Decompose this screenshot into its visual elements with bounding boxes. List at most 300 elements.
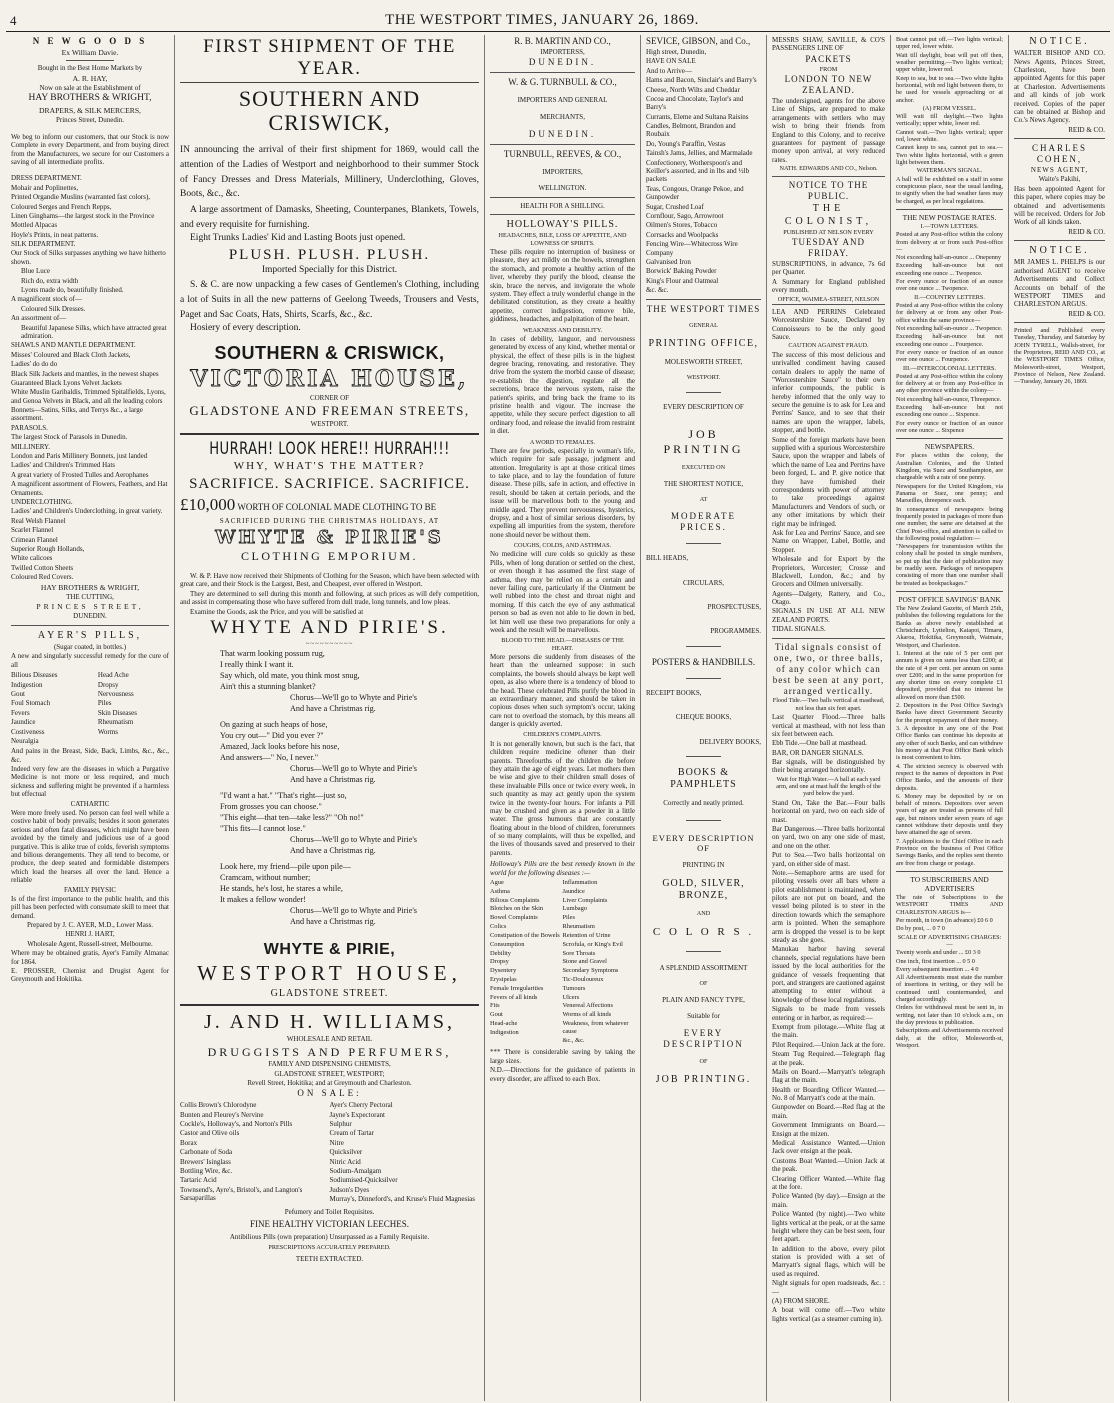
- ad-line: Ex William Davie.: [61, 47, 119, 57]
- text-line: Debility: [490, 949, 511, 957]
- text-line: There are few periods, especially in woman's life, which require for safe passage, judgment and attention. Irregularity is apt at those critical times to take place, and to lay the foundation of future disease. These pills, safe in action, and effective in result, should be taken at certain periods, and the issue will be marvellous both to the young and middle aged. They prevent nervousness, hysterics, dropsy, and a host of similar serious disorders, by expelling all impurities from the system, therefore none should never be without them.: [490, 446, 635, 539]
- ad-paragraph: We beg to inform our customers, that our Stock is now Complete in every Department, and from buying direct from the Manufacturers, we secure for our Customers a saving of all intermediate profits.: [11, 132, 169, 166]
- text-line: The undersigned, agents for the above Line of Ships, are prepared to make arrangements with settlers who may wish to bring their friends from England to this Colony, and to receive guarantees for payment of passage money upon arrival, at very reduced rates.: [772, 97, 885, 164]
- text-line: Look here, my friend—pile upon pile—: [220, 862, 351, 872]
- postage-notices: [896, 36, 1003, 1049]
- ad-line: Bought in the Best Home Markets by: [37, 64, 143, 73]
- text-line: OFFICE, WAIMEA-STREET, NELSON: [777, 295, 880, 303]
- text-line: Oilmen's Stores, Tobacco: [646, 221, 718, 230]
- text-line: NOTICE TO THE PUBLIC.: [772, 176, 885, 202]
- text-line: Weakness, from whatever cause: [562, 1020, 629, 1035]
- ad-paragraph: Eight Trunks Ladies' Kid and Lasting Boots just opened.: [190, 233, 406, 244]
- text-line: Cockle's, Holloway's, and Norton's Pills: [180, 1120, 293, 1129]
- text-line: Chorus—We'll go to Whyte and Pirie's: [290, 835, 417, 845]
- text-line: On gazing at such heaps of hose,: [220, 720, 328, 730]
- section-heading: CATHARTIC: [70, 799, 110, 808]
- ad-signature: REID & CO.: [1068, 125, 1105, 134]
- ad-heading: CHARLES COHEN,: [1031, 143, 1087, 165]
- text-line: Pilot Required.—Union Jack at the fore.: [772, 1040, 885, 1049]
- section-heading: SILK DEPARTMENT.: [11, 240, 76, 249]
- ad-line: PROGRAMMES.: [710, 627, 761, 636]
- ad-signature: THE CUTTING,: [66, 592, 114, 601]
- text-line: Sulphur: [329, 1120, 352, 1129]
- ad-signature: DUNEDIN.: [73, 612, 107, 621]
- ad-heading: AYER'S PILLS,: [37, 629, 143, 641]
- ad-line: N.D.—Directions for the guidance of patients in every disorder, are affixed to each Box.: [490, 1066, 635, 1083]
- disease-list-right: [563, 878, 636, 1045]
- ad-signature: REID & CO.: [1068, 227, 1105, 236]
- ad-line: Where may be obtained gratis, Ayer's Family Almanac for 1864.: [11, 949, 169, 966]
- text-line: Agents—Dalgety, Rattery, and Co., Otago.: [772, 589, 885, 607]
- ad-paragraph: Has been appointed Agent for this paper, where copies may be obtained and advertisements will be received. Orders for Job Work of all kinds taken.: [1014, 184, 1105, 227]
- text-line: &c. &c.: [646, 286, 669, 295]
- ad-line: Imported Specially for this District.: [261, 265, 398, 276]
- section-heading: FAMILY PHYSIC: [63, 885, 116, 894]
- ad-line: FINE HEALTHY VICTORIAN LEECHES.: [250, 1218, 409, 1229]
- ad-heading: JOB PRINTING.: [655, 1073, 752, 1085]
- text-line: Bar Dangerous.—Three balls horizontal on yard, two on any one side of mast, and one on the other.: [772, 824, 885, 850]
- text-line: Constipation of the Bowels: [490, 931, 560, 939]
- text-line: Some of the foreign markets have been supplied with a spurious Worcestershire Sauce, upon the wrapper and labels of which the name of Lea and Perrins have been forged, L. and P. give notice that they have furnished their correspondents with power of attorney to take proceedings against Manufacturers and Vendors of such, or any other imitations by which their right may be infringed.: [772, 435, 885, 528]
- text-line: Police Wanted (by day).—Ensign at the main.: [772, 1192, 885, 1209]
- text-line: "This eight—that ten—take less?" "Oh no!": [220, 813, 364, 823]
- text-line: It makes a fellow wonder!: [220, 895, 306, 905]
- list-item: White calicoes: [11, 554, 53, 563]
- text-line: 4. The strictest secrecy is observed with respect to the names of depositors in Post Office Banks, and the amounts of their deposits.: [896, 762, 1003, 792]
- text-line: Tidal signals consist of one, two, or three balls, of any color which can best be seen at any port, arranged vertically.: [772, 638, 885, 697]
- ad-line: Correctly and neatly printed.: [663, 799, 744, 808]
- ad-heading: HAY BROTHERS & WRIGHT,: [28, 93, 152, 104]
- text-line: Will wait till daylight.—Two lights vertically; upper white, lower red.: [896, 113, 1003, 128]
- ad-line: RECEIPT BOOKS,: [646, 688, 702, 697]
- text-line: And have a Christmas rig.: [290, 846, 376, 856]
- text-line: &c., &c.: [562, 1036, 585, 1044]
- ad-line: Antibilious Pills (own preparation) Unsurpassed as a Family Requisite.: [229, 1232, 430, 1241]
- text-line: Sodium-Amalgam: [329, 1167, 382, 1175]
- masthead-title: THE WESTPORT TIMES, JANUARY 26, 1869.: [385, 12, 699, 28]
- text-line: Mails on Board.—Marryatt's telegraph flag at the main.: [772, 1067, 885, 1085]
- column-postage-rates: [890, 35, 1008, 1401]
- holloway-body: [490, 248, 635, 857]
- text-line: Not exceeding half-an-ounce ... Twopence.: [896, 324, 1003, 332]
- text-line: Amazed, Jack looks before his nose,: [220, 742, 340, 752]
- ad-heading: GOLD, SILVER, BRONZE,: [662, 877, 745, 902]
- text-line: II.—COUNTRY LETTERS.: [914, 293, 985, 301]
- text-line: PUBLISHED AT NELSON EVERY: [783, 228, 874, 236]
- list-item: Rich do, extra width: [21, 276, 79, 285]
- ad-headline: SACRIFICE. SACRIFICE. SACRIFICE.: [189, 475, 470, 492]
- text-line: Corrsacks and Woolpacks: [646, 230, 719, 239]
- text-line: Worms of all kinds: [562, 1011, 612, 1019]
- text-line: TIDAL SIGNALS.: [772, 625, 826, 634]
- text-line: Sore Throats: [562, 949, 596, 957]
- ad-line: IMPORTERS AND GENERAL: [517, 96, 608, 105]
- list-item: Coloured Silk Dresses.: [21, 304, 86, 313]
- text-line: Carbonate of Soda: [180, 1148, 233, 1157]
- text-line: TUESDAY AND FRIDAY.: [791, 237, 866, 259]
- text-line: Last Quarter Flood.—Three balls vertical at masthead, with not less than six feet between each.: [772, 713, 885, 738]
- text-line: Nervousness: [97, 689, 134, 698]
- text-line: Keep to sea, but to sea.—Two white lights horizontal, with red light between them, to be used for vessels approaching or at anchor.: [896, 74, 1003, 104]
- text-line: Customs Boat Wanted.—Union Jack at the peak.: [772, 1156, 885, 1174]
- section-heading: UNDERCLOTHING.: [11, 498, 73, 506]
- disease-list-left: [490, 878, 563, 1045]
- ad-line: WORTH OF COLONIAL MADE CLOTHING TO BE: [237, 502, 437, 513]
- ad-headline: J. AND H. WILLIAMS,: [203, 1010, 456, 1033]
- ad-line: FAMILY AND DISPENSING CHEMISTS,: [268, 1060, 391, 1069]
- ad-heading: BOOKS & PAMPHLETS: [670, 766, 737, 791]
- columns: [6, 35, 1110, 1401]
- ad-headline: WHYTE AND PIRIE'S.: [210, 617, 449, 639]
- list-item: Coloured Red Covers.: [11, 573, 74, 582]
- ad-paragraph: And pains in the Breast, Side, Back, Limbs, &c., &c., &c.: [11, 747, 169, 764]
- ad-line: HEALTH FOR A SHILLING.: [520, 201, 605, 210]
- list-item: Scarlet Flannel: [11, 526, 54, 535]
- ad-line: GLADSTONE STREET, WESTPORT;: [274, 1069, 385, 1078]
- section-heading: ON SALE:: [297, 1088, 362, 1099]
- column-sevice-gibson-printing: [640, 35, 766, 1401]
- ad-headline: WESTPORT HOUSE,: [197, 960, 462, 985]
- list-item: Superior Rough Hollands,: [11, 544, 85, 553]
- text-line: CAUTION AGAINST FRAUD.: [788, 342, 869, 350]
- list-item: An assortment of—: [11, 314, 67, 323]
- text-line: Bilious Complaints: [490, 896, 540, 904]
- ad-line: DELIVERY BOOKS,: [699, 737, 761, 746]
- text-line: Posted at any Post-office within the colony from delivery at or from such Post-office—: [896, 231, 1003, 253]
- text-line: Gunpowder on Board.—Red flag at the main.: [772, 1103, 885, 1120]
- ad-signature: REID & CO.: [1068, 309, 1105, 318]
- ad-line: A new and singularly successful remedy for the cure of all: [11, 652, 169, 669]
- text-line: Bilious Diseases: [11, 671, 58, 680]
- text-line: NEWSPAPERS.: [896, 438, 1003, 451]
- page-number: 4: [10, 13, 17, 28]
- text-line: Note.—Semaphore arms are used for piloting vessels over all bars where a pilot establishment is maintained, when pilots are not put on board, and the vessel being piloted is to steer in the direction towards which the semaphore arm is pointed. When the semaphore arm is dropped the vessel is to be kept steady as she goes.: [772, 868, 885, 945]
- text-line: Colics: [490, 923, 507, 931]
- text-line: Nitric Acid: [329, 1157, 361, 1166]
- list-item: Beautiful Japanese Silks, which have attracted great admiration.: [21, 323, 167, 340]
- section-heading: DRESS DEPARTMENT.: [11, 174, 82, 183]
- text-line: Jaundice: [562, 887, 585, 895]
- ad-line: Princes Street, Dunedin.: [55, 116, 125, 125]
- text-line: Tainsh's Jams, Jellies, and Marmalade: [646, 149, 753, 158]
- text-line: Female Irregularities: [490, 984, 544, 992]
- list-item: Our Stock of Silks surpasses anything we have hitherto shown.: [11, 249, 166, 266]
- text-line: In consequence of newspapers being frequently posted in packages of more than one number, the same are detained at the Chief Post-office, and attention is called to the following postal regulation:—: [896, 505, 1003, 542]
- text-line: WEAKNESS AND DEBILITY.: [522, 326, 603, 334]
- text-line: Chorus—We'll go to Whyte and Pirie's: [290, 906, 417, 916]
- text-line: No medicine will cure colds so quickly as these Pills, when of long duration or settled on the chest, or even though it has assumed the first stage of asthma, they may be relied on as a certain and never failing cure, particularly if the Ointment be well rubbed into the chest and throat night and morning. If this catch the eye of any asthmatical person so bad as even not able to lie down in bed, let him well use these two preparations for only a week and the result will be marvellous.: [490, 550, 635, 634]
- ad-line: CORNER OF: [309, 393, 350, 402]
- text-line: I.—TOWN LETTERS.: [920, 222, 979, 230]
- text-line: Bunten and Fleurey's Nervine: [180, 1110, 264, 1119]
- text-line: Exceeding half-an-ounce but not exceeding one ounce ... Sixpence.: [896, 404, 1003, 419]
- text-line: Every subsequent insertion ... 4 0: [896, 965, 979, 973]
- text-line: Signals to be made from vessels entering or in harbor, as required:—: [772, 1005, 885, 1022]
- ad-line: AND: [696, 910, 711, 918]
- ad-paragraph: They are determined to sell during this month and following, at such prices as will defy competition, and assist in compensating those who have suffered from dull trade, long tunnels, and low pleas.: [180, 589, 479, 607]
- text-line: He stands, he's lost, he stares a while,: [220, 884, 343, 894]
- ad-signature: HAY BROTHERS & WRIGHT,: [40, 582, 140, 592]
- text-line: Put to Sea.—Two balls horizontal on yard, on either side of mast.: [772, 851, 885, 868]
- text-line: Twenty words and under ... £0 3 0: [896, 949, 981, 957]
- ad-line: Revell Street, Hokitika; and at Greymouth and Charleston.: [247, 1078, 412, 1087]
- text-line: THE COLONIST,: [784, 203, 873, 227]
- text-line: In cases of debility, languor, and nervousness generated by excess of any kind, whether mental or physical, the effect of these pills is in the highest degree bracing, renovating, and restorative. They drive from the system the morbid cause of disease; re-establish the digestion, regulate all the secretions, brace the nervous system, raise the patient's spirits, and bring back the frame to its pristine health and vigour. The increase the appetite, while they secure perfect digestion to all ordinary food, and release the invalid from restraint in diet.: [490, 334, 635, 436]
- text-line: Medical Assistance Wanted.—Union Jack over ensign at the peak.: [772, 1139, 885, 1156]
- ad-line: CIRCULARS,: [682, 578, 725, 587]
- text-line: Bar signals, will be distinguished by their being arranged horizontally.: [772, 758, 885, 775]
- ad-line: GLADSTONE AND FREEMAN STREETS,: [189, 403, 470, 419]
- list-item: A great variety of Frosted Tulles and Aerophanes: [11, 470, 149, 479]
- text-line: Cramcam, without number;: [220, 873, 311, 883]
- ad-heading: R. B. MARTIN AND CO.,: [514, 36, 611, 46]
- text-line: 3. A depositor in any one of the Post Office Banks can continue his deposits at any other of such Banks, and can withdraw his money at that Post Office Bank which is most convenient to him.: [896, 725, 1003, 762]
- ad-line: GENERAL: [689, 322, 718, 330]
- ad-line: WHY, WHAT'S THE MATTER?: [233, 460, 426, 473]
- list-item: Guaranteed Black Lyons Velvet Jackets: [11, 378, 122, 387]
- ad-paragraph: Were more freely used. No person can feel well while a costive habit of body prevails; besides it soon generates serious and often fatal diseases, which might have been avoided by the timely and judicious use of a good purgative. This is alike true of colds, feverish symptoms and bilious derangements. They all tend to become, or produce, the deep seated and formidable distempers which load the hearses all over the land. Hence a reliable: [11, 809, 169, 885]
- text-line: Foul Stomach: [11, 699, 51, 708]
- text-line: SEVICE, GIBSON, and Co.,: [646, 36, 751, 46]
- ad-paragraph: Examine the Goods, ask the Price, and you will be satisfied at: [190, 607, 364, 616]
- text-line: COUGHS, COLDS, AND ASTHMAS.: [513, 542, 612, 550]
- list-item: Ladies' do do do: [11, 360, 58, 369]
- ad-line: OF: [699, 980, 708, 988]
- ad-paragraph: A large assortment of Damasks, Sheeting, Counterpanes, Blankets, Towels, and every requisite for furnishing.: [180, 204, 479, 230]
- list-item: The largest Stock of Parasols in Dunedin.: [11, 433, 128, 442]
- text-line: (A) FROM VESSEL.: [922, 104, 977, 112]
- ad-headline: SOUTHERN AND CRISWICK,: [238, 85, 421, 135]
- ornament: ~~~~~~~~~~: [305, 639, 354, 648]
- text-line: Venereal Affections: [562, 1002, 613, 1010]
- text-line: Sugar, Crushed Loaf: [646, 202, 704, 211]
- ad-paragraph: W. & P. Have now received their Shipments of Clothing for the Season, which have been selected with great care, and their Stock is the Largest, Best, and Cheapest, ever offered in Westport.: [180, 572, 479, 589]
- text-line: Cocoa and Chocolate, Taylor's and Barry's: [646, 94, 744, 112]
- text-line: Ulcers: [562, 993, 580, 1001]
- text-line: TO SUBSCRIBERS AND ADVERTISERS: [896, 871, 1003, 893]
- text-line: Dropsy: [490, 958, 509, 966]
- ad-line: WHOLESALE AND RETAIL: [286, 1035, 373, 1044]
- text-line: You cry out—" Did you ever ?": [220, 731, 324, 741]
- ad-line: PRINTING IN: [682, 861, 725, 870]
- ad-heading: THE WESTPORT TIMES: [646, 303, 761, 314]
- ad-signature: PRINCES STREET,: [36, 602, 144, 612]
- list-item: A magnificent assortment of Flowers, Feathers, and Hat Ornaments.: [11, 480, 168, 497]
- sevice-gibson-ad: [646, 36, 761, 295]
- ad-line: EXECUTED ON: [681, 464, 726, 472]
- text-line: Per month, in town (in advance) £0 6 0: [896, 916, 993, 924]
- text-line: Fevers: [11, 708, 30, 717]
- text-line: (A) FROM SHORE.: [772, 1297, 830, 1306]
- text-line: More persons die suddenly from diseases of the heart than the unlearned suppose: in such complaints, the bowels should always be kept well open, as also where there is a tendency of blood to the head. These celebrated Pills purify the blood in an extraordinary manner, and should be taken in copious doses when such symptom's occur, taking care not to overload the stomach, by this means all danger is quickly averted.: [490, 652, 635, 729]
- text-line: Erysipelas: [490, 975, 517, 983]
- text-line: Bowel Complaints: [490, 914, 538, 922]
- imprint: Printed and Published every Tuesday, Thursday, and Saturday by JOHN TYRELL, Wallsh-street, for the Proprietors, REID AND CO., at the WESTPORT TIMES Office, Molesworth-street, Westport, Province of Nelson, New Zealand.—Tuesday, January 26, 1869.: [1014, 327, 1105, 386]
- text-line: Ague: [490, 879, 504, 887]
- ad-line: NEWS AGENT,: [1030, 166, 1089, 175]
- ad-line: SACRIFICED DURING THE CHRISTMAS HOLIDAYS, AT: [219, 517, 440, 526]
- text-line: Not exceeding half-an-ounce ... Onepenny: [896, 254, 1001, 262]
- poem: [180, 649, 479, 927]
- text-line: Exceeding half-an-ounce but not exceeding one ounce ... Twopence.: [896, 262, 1003, 277]
- text-line: III.—INTERCOLONIAL LETTERS.: [902, 364, 997, 372]
- text-line: Skin Diseases: [97, 708, 137, 717]
- text-line: Castor and Olive oils: [180, 1129, 240, 1138]
- ad-heading: N E W G O O D S: [32, 36, 148, 46]
- ayer-list-left: [11, 670, 98, 746]
- text-line: Murray's, Dinneford's, and Kruse's Fluid Magnesias: [329, 1195, 476, 1204]
- ad-line: DUNEDIN.: [528, 57, 597, 68]
- ad-line: Waite's Pakihi,: [1038, 175, 1081, 184]
- text-line: Stone and Gravel: [562, 958, 607, 966]
- text-line: Do by post, ... 0 7 0: [896, 925, 945, 933]
- ad-line: EVERY DESCRIPTION OF: [652, 832, 755, 854]
- text-line: From grosses you can choose.": [220, 802, 322, 812]
- notice-heading: NOTICE.: [1029, 36, 1090, 47]
- text-line: Ebb Tide.—One ball at masthead.: [772, 739, 867, 748]
- ad-line: DRAPERS, & SILK MERCERS,: [39, 106, 141, 116]
- text-line: Confectionery, Wotherspoon's and Keiller's assorted, and in lbs and ½lb packets: [646, 158, 750, 184]
- ad-heading: C O L O R S .: [652, 925, 755, 938]
- text-line: Tartaric Acid: [180, 1176, 217, 1185]
- text-line: Judson's Dyes: [329, 1185, 370, 1194]
- text-line: Do, Young's Paraffin, Vestas: [646, 139, 726, 148]
- text-line: NATH. EDWARDS AND CO., Nelson.: [779, 165, 878, 173]
- text-line: Hams and Bacon, Sinclair's and Barry's: [646, 76, 757, 85]
- list-item: Crimean Flannel: [11, 535, 58, 544]
- ad-line: WESTPORT.: [686, 374, 721, 382]
- text-line: SUBSCRIPTIONS, in advance, 7s 6d per Quarter.: [772, 260, 885, 277]
- ad-line: HENRI J. HART,: [65, 930, 115, 939]
- text-line: I really think I want it.: [220, 660, 294, 670]
- list-item: Linen Ginghams—the largest stock in the Province: [11, 211, 155, 220]
- text-line: Nitre: [329, 1138, 344, 1147]
- text-line: Clearing Officer Wanted.—White flag at the fore.: [772, 1174, 885, 1191]
- text-line: Lumbago: [562, 905, 587, 913]
- ad-line: MOLESWORTH STREET,: [664, 357, 743, 366]
- column-shipping-notices: [766, 35, 890, 1401]
- list-item: London and Paris Millinery Bonnets, just landed: [11, 452, 148, 461]
- text-line: Collis Brown's Chlorodyne: [180, 1101, 257, 1110]
- text-line: And have a Christmas rig.: [290, 775, 376, 785]
- text-line: Flood Tide.—Two balls vertical at masthead, not less than six feet apart.: [772, 697, 885, 712]
- text-line: CHILDREN'S COMPLAINTS.: [523, 731, 602, 739]
- text-line: "Newspapers for transmission within the colony shall be posted in single numbers, so put up that the date of publication may be readily seen. Packages of newspapers consisting of more than one number shall be treated as bookpackages.": [896, 543, 1003, 587]
- text-line: Head-ache: [490, 1020, 518, 1028]
- text-line: In addition to the above, every pilot station is provided with a set of Marryatt's signal flags, which will be used as required.: [772, 1244, 885, 1278]
- text-line: Jayne's Expectorant: [329, 1110, 385, 1119]
- text-line: Cannot wait.—Two lights vertical; upper red, lower white.: [896, 128, 1003, 144]
- ad-heading: JOB PRINTING: [663, 427, 744, 456]
- section-heading: SHAWLS AND MANTLE DEPARTMENT.: [11, 341, 136, 350]
- ad-line: Suitable for: [687, 1012, 720, 1021]
- list-item: Mottled Alpacas: [11, 221, 58, 230]
- list-item: Coloured Serges and French Repps,: [11, 202, 112, 211]
- text-line: Wait for High Water.—A ball at each yard arm, and one at mast half the length of the yard below the yard.: [776, 775, 881, 798]
- sale-list-left: [180, 1100, 330, 1204]
- list-item: Blue Luce: [21, 267, 50, 276]
- text-line: These pills require no interruption of business or pleasure, they act mildly on the bowels, strengthen the stomach, and promote a healthy action of the liver, whereby they purify the blood, cleanse the skin, brace the nerves, and invigorate the whole system. They effect a truly wonderful change in the debilitated constitution, as they create a healthy appetite, correct indigestion, remove bile, giddiness, headaches, and palpitation of the heart.: [490, 248, 635, 324]
- ad-line: HEADACHES, BILE, LOSS OF APPETITE, AND LOWNESS OF SPIRITS.: [498, 232, 627, 247]
- text-line: Piles: [562, 914, 575, 922]
- text-line: POST OFFICE SAVINGS' BANK: [896, 591, 1003, 604]
- text-line: Chorus—We'll go to Whyte and Pirie's: [290, 764, 417, 774]
- text-line: Not exceeding half-an-ounce, Threepence.: [896, 395, 1002, 403]
- text-line: 2. Depositors in the Post Office Saving's Banks have direct Government Security for the prompt repayment of their money.: [896, 702, 1003, 724]
- text-line: Rheumatism: [562, 923, 595, 931]
- text-line: Fevers of all kinds: [490, 993, 538, 1001]
- ad-heading: POSTERS & HANDBILLS.: [651, 656, 756, 667]
- page-header: [6, 10, 1110, 32]
- text-line: A ball will be exhibited on a staff in some conspicuous place, near the usual landing, to signify when the bad weather fares may be charged, as per local regulations.: [896, 175, 1003, 205]
- text-line: Teas, Congous, Orange Pekoe, and Gunpowder: [646, 184, 744, 202]
- ad-paragraph: Indeed very few are the diseases in which a Purgative Medicine is not more or less required, and much sickness and suffering might be prevented if a harmless but effectual: [11, 765, 169, 799]
- ad-line: CHEQUE BOOKS,: [675, 713, 732, 722]
- list-item: Misses' Coloured and Black Cloth Jackets,: [11, 350, 131, 359]
- ad-line: BILL HEADS,: [646, 554, 689, 563]
- text-line: For every ounce or fraction of an ounce over one ounce ... Fourpence.: [896, 348, 1003, 364]
- text-line: One inch, first insertion ... 0 5 0: [896, 957, 975, 965]
- text-line: Sodiumised-Quicksilver: [329, 1176, 398, 1185]
- text-line: For places within the colony, the Australian Colonies, and the United Kingdom, via Suez and Southampton, are chargeable with a rate of one penny.: [896, 452, 1003, 482]
- text-line: Asthma: [490, 887, 510, 895]
- text-line: Inflammation: [562, 879, 598, 887]
- ad-headline: SOUTHERN & CRISWICK,: [214, 343, 445, 364]
- text-line: Consumption: [490, 940, 525, 948]
- text-line: That warm looking possum rug,: [220, 649, 325, 659]
- amount: £10,000: [180, 495, 236, 515]
- text-line: The New Zealand Gazette, of March 25th, publishes the following regulations for the Banks as above newly established at Christchurch, Lyttelton, Kaiapoi, Timaru, Akaroa, Hokitika, Greymouth, Waimate, Westport, and Charleston.: [896, 605, 1003, 649]
- list-item: Black Silk Jackets and mantles, in the newest shapes: [11, 369, 159, 378]
- sale-list-right: [330, 1100, 480, 1204]
- ad-paragraph: WALTER BISHOP AND CO. News Agents, Princes Street, Charleston, have been appointed Agents for this paper at Charleston. Advertisements and all kinds of job work received. Copies of the paper can be obtained at Bishop and Co.'s News Agency.: [1014, 49, 1105, 125]
- ad-line: Wholesale Agent, Russell-street, Melbourne.: [27, 939, 153, 948]
- text-line: LEA AND PERRINS Celebrated Worcestershire Sauce, Declared by Connoisseurs to be the only good Sauce.: [772, 304, 885, 342]
- text-line: The success of this most delicious and unrivalled condiment having caused certain dealers to apply the name of "Worcestershire Sauce" to their own inferior compounds, the public is hereby informed that the only way to secure the genuine is to ask for Lea and Perrins' Sauce, and to see that their names are upon the wrapper, labels, stopper, and bottle.: [772, 350, 885, 435]
- list-item: Printed Organdie Muslins (warranted fast colors),: [11, 193, 151, 202]
- ad-line: OF: [699, 1058, 708, 1066]
- text-line: For every ounce or fraction of an ounce over one ounce ... Twopence.: [896, 278, 1003, 293]
- text-line: Wait till daylight, boat will put off then, weather permitting.—Two lights vertical; upper white, lower red.: [896, 51, 1003, 74]
- text-line: High street, Dunedin,: [646, 47, 707, 56]
- text-line: FROM: [819, 65, 838, 73]
- text-line: And have a Christmas rig.: [290, 704, 376, 714]
- text-line: SIGNALS IN USE AT ALL NEW ZEALAND PORTS.: [772, 607, 885, 624]
- list-item: Ladies' and Children's Underclothing, in great variety.: [11, 507, 163, 516]
- text-line: Cream of Tartar: [329, 1129, 374, 1138]
- text-line: Worms: [97, 727, 118, 736]
- notice-heading: NOTICE.: [1029, 245, 1090, 257]
- text-line: A boat will come off.—Two white lights vertical (as a steamer cuming in).: [772, 1306, 885, 1323]
- text-line: For every ounce or fraction of an ounce over one ounce ... Sixpence: [896, 419, 1003, 435]
- ad-line: Holloway's Pills are the best remedy known in the world for the following diseases :—: [490, 860, 635, 877]
- column-importers-holloway: [484, 35, 640, 1401]
- text-line: Secondary Symptoms: [562, 967, 619, 975]
- text-line: Neuralgia: [11, 736, 39, 745]
- ad-line: *** There is considerable saving by taking the large sizes.: [490, 1048, 635, 1065]
- list-item: Ladies' and Children's Trimmed Hats: [11, 461, 116, 470]
- ad-line: WELLINGTON.: [538, 184, 587, 193]
- shipping-notices: [772, 36, 885, 1323]
- text-line: Ayer's Cherry Pectoral: [329, 1101, 393, 1110]
- text-line: Candles, Belmont, Brandon and Roubaix: [646, 122, 736, 139]
- ad-line: A SPLENDID ASSORTMENT: [659, 963, 748, 972]
- ad-paragraph: MR JAMES L. PHELPS is our authorised AGENT to receive Advertisements and Collect Accounts on behalf of the WESTPORT TIMES and CHARLESTON ARGUS.: [1014, 258, 1105, 309]
- text-line: Dropsy: [97, 680, 119, 689]
- text-line: SCALE OF ADVERTISING CHARGES:—: [897, 933, 1002, 948]
- text-line: LONDON TO NEW ZEALAND.: [784, 74, 873, 96]
- ad-heading: TURNBULL, REEVES, & CO.,: [503, 149, 622, 160]
